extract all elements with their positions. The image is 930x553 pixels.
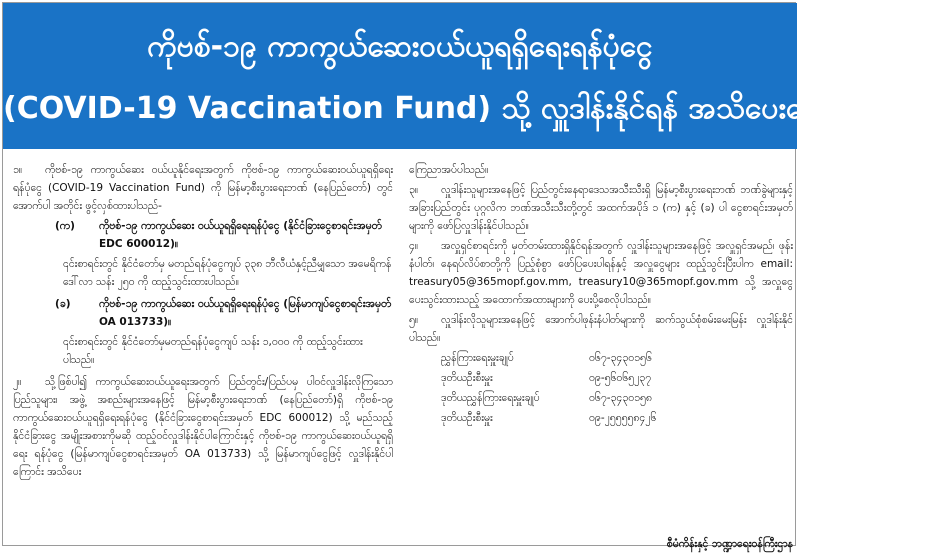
item-note: ၎င်းစာရင်းတွင် နိုင်ငံတော်မှမတည်ရန်ပုံငွေကျပ် သန်း ၁,၀၀၀ ကို ထည့်သွင်းထားပါသည်။ <box>63 336 363 366</box>
item-label: (ခ) <box>55 298 71 310</box>
title-line-2: (COVID-19 Vaccination Fund) သို့ လှူဒါန်းနိုင်ရန် အသိပေးကြေညာချက် <box>3 91 930 126</box>
account-item-kyat <box>13 295 393 331</box>
contact-title: ညွှန်ကြားရေးမှူးချုပ် <box>441 352 514 364</box>
paragraph-text: လှူဒါန်းသူများအနေဖြင့် ပြည်တွင်းနေရာဒေသအသီးသီးရှိ မြန်မာ့စီးပွားရေးဘဏ် ဘဏ်ခွဲများနှင့် အခြားပြည်တွင်း ပုဂ္ဂလိက ဘဏ်အသီးသီးတို့တွင် အထက်အပိုဒ် ၁ (က) နှင့် (ခ) ပါ ငွေစာရင်းအမှတ်များကို ဖော်ပြလှူဒါန်းနိုင်ပါသည်။ <box>409 184 793 232</box>
paragraph-number: ၄။ <box>409 240 419 252</box>
paragraph-text: အလှူရှင်စာရင်းကို မှတ်တမ်းထားရှိနိုင်ရန်အတွက် လှူဒါန်းသူများအနေဖြင့် အလှူရှင်အမည်၊ ဖုန်းနံပါတ်၊ နေရပ်လိပ်စာတို့ကို ပြည့်စုံစွာ ဖော်ပြပေးပါရန်နှင့် အလှူငွေများ ထည့်သွင်းပြီးပါက email: treasury05@365mopf.gov.mm, treasury10@365mopf.gov.mm သို့ အလှူငွေပေးသွင်းထားသည့် အထောက်အထားများကို ပေးပို့စေလိုပါသည်။ <box>409 240 793 306</box>
ministry-signature: စီမံကိန်းနှင့် ဘဏ္ဍာရေးဝန်ကြီးဌာန <box>666 538 793 550</box>
item-label: (က) <box>55 220 75 232</box>
paragraph-4 <box>409 237 793 309</box>
paragraph-text: လှူဒါန်းလိုသူများအနေဖြင့် အောက်ပါဖုန်းနံပါတ်များကို ဆက်သွယ်စုံစမ်းမေးမြန်း လှူဒါန်းနိုင်ပါသည်။ <box>409 314 793 344</box>
contact-phone: ၀၉-၂၅၅၅၅၈၄၂၆ <box>589 412 657 424</box>
account-item-foreign <box>13 217 393 253</box>
paragraph-5 <box>409 311 793 347</box>
paragraph-text: သို့ဖြစ်ပါ၍ ကာကွယ်ဆေးဝယ်ယူရေးအတွက် ပြည်တွင်း/ပြည်ပမှ ပါဝင်လှူဒါန်းလိုကြသော ပြည်သူများ၊ အဖွဲ့ အစည်းများအနေဖြင့် မြန်မာ့စီးပွားရေးဘဏ် (နေပြည်တော်)ရှိ ကိုဗစ်-၁၉ ကာကွယ်ဆေးဝယ်ယူရရှိရေးရန်ပုံငွေ (နိုင်ငံခြားငွေစာရင်းအမှတ် EDC 600012) သို့ မည်သည့်နိုင်ငံခြားငွေ အမျိုးအစားကိုမဆို ထည့်ဝင်လှူဒါန်းနိုင်ပါကြောင်းနှင့် ကိုဗစ်-၁၉ ကာကွယ်ဆေးဝယ်ယူရရှိရေး ရန်ပုံငွေ (မြန်မာကျပ်ငွေစာရင်းအမှတ် OA 013733) သို့ မြန်မာကျပ်ငွေဖြင့် လှူဒါန်းနိုင်ပါကြောင်း အသိပေး <box>13 376 393 478</box>
paragraph-number: ၃။ <box>409 184 419 196</box>
paragraph-number: ၁။ <box>13 164 23 176</box>
announcement-page <box>2 2 930 550</box>
title-banner <box>3 3 930 149</box>
contact-row <box>409 369 793 387</box>
contact-row <box>409 349 793 367</box>
contact-title: ဒုတိယဦးစီးမှူး <box>441 412 493 424</box>
contact-row <box>409 409 793 427</box>
paragraph-2-continued: ကြေညာအပ်ပါသည်။ <box>409 164 489 176</box>
contact-phone: ၀၆၇-၃၄၃၀၁၅၈ <box>589 392 652 404</box>
paragraph-text: ကိုဗစ်-၁၉ ကာကွယ်ဆေး ဝယ်ယူနိုင်ရေးအတွက် ကိုဗစ်-၁၉ ကာကွယ်ဆေးဝယ်ယူရရှိရေး ရန်ပုံငွေ (COVID-19 Vaccination Fund) ကို မြန်မာ့စီးပွားရေးဘဏ် (နေပြည်တော်) တွင် အောက်ပါ အတိုင်း ဖွင့်လှစ်ထားပါသည်- <box>13 164 393 212</box>
item-text: ကိုဗစ်-၁၉ ကာကွယ်ဆေး ဝယ်ယူရရှိရေးရန်ပုံငွေ (နိုင်ငံခြားငွေစာရင်းအမှတ် EDC 600012)။ <box>99 220 382 250</box>
contact-phone: ၀၉-၅၆၀၆၅၂၃၇ <box>589 372 652 384</box>
paragraph-number: ၂။ <box>13 376 22 388</box>
paragraph-1 <box>13 161 393 215</box>
right-column <box>409 161 793 550</box>
paragraph-3 <box>409 181 793 235</box>
item-note: ၎င်းစာရင်းတွင် နိုင်ငံတော်မှ မတည်ရန်ပုံငွေကျပ် ၃၃၈ ဘီလီယံနှင့်ညီမျှသော အမေရိကန်ဒေါ်လာ သန်း ၂၅၀ ကို ထည့်သွင်းထားပါသည်။ <box>63 258 392 288</box>
paragraph-number: ၅။ <box>409 314 419 326</box>
contact-list <box>409 349 793 427</box>
left-column <box>13 161 393 483</box>
contact-phone: ၀၆၇-၃၄၃၀၁၅၆ <box>589 352 652 364</box>
contact-title: ဒုတိယဦးစီးမှူး <box>441 372 493 384</box>
contact-row <box>409 389 793 407</box>
item-text: ကိုဗစ်-၁၉ ကာကွယ်ဆေး ဝယ်ယူရရှိရေးရန်ပုံငွေ (မြန်မာကျပ်ငွေစာရင်းအမှတ် OA 013733)။ <box>99 298 392 328</box>
title-line-1: ကိုဗစ်-၁၉ ကာကွယ်ဆေးဝယ်ယူရရှိရေးရန်ပုံငွေ <box>147 29 653 64</box>
contact-title: ဒုတိယညွှန်ကြားရေးမှူးချုပ် <box>441 392 540 404</box>
paragraph-2 <box>13 373 393 481</box>
